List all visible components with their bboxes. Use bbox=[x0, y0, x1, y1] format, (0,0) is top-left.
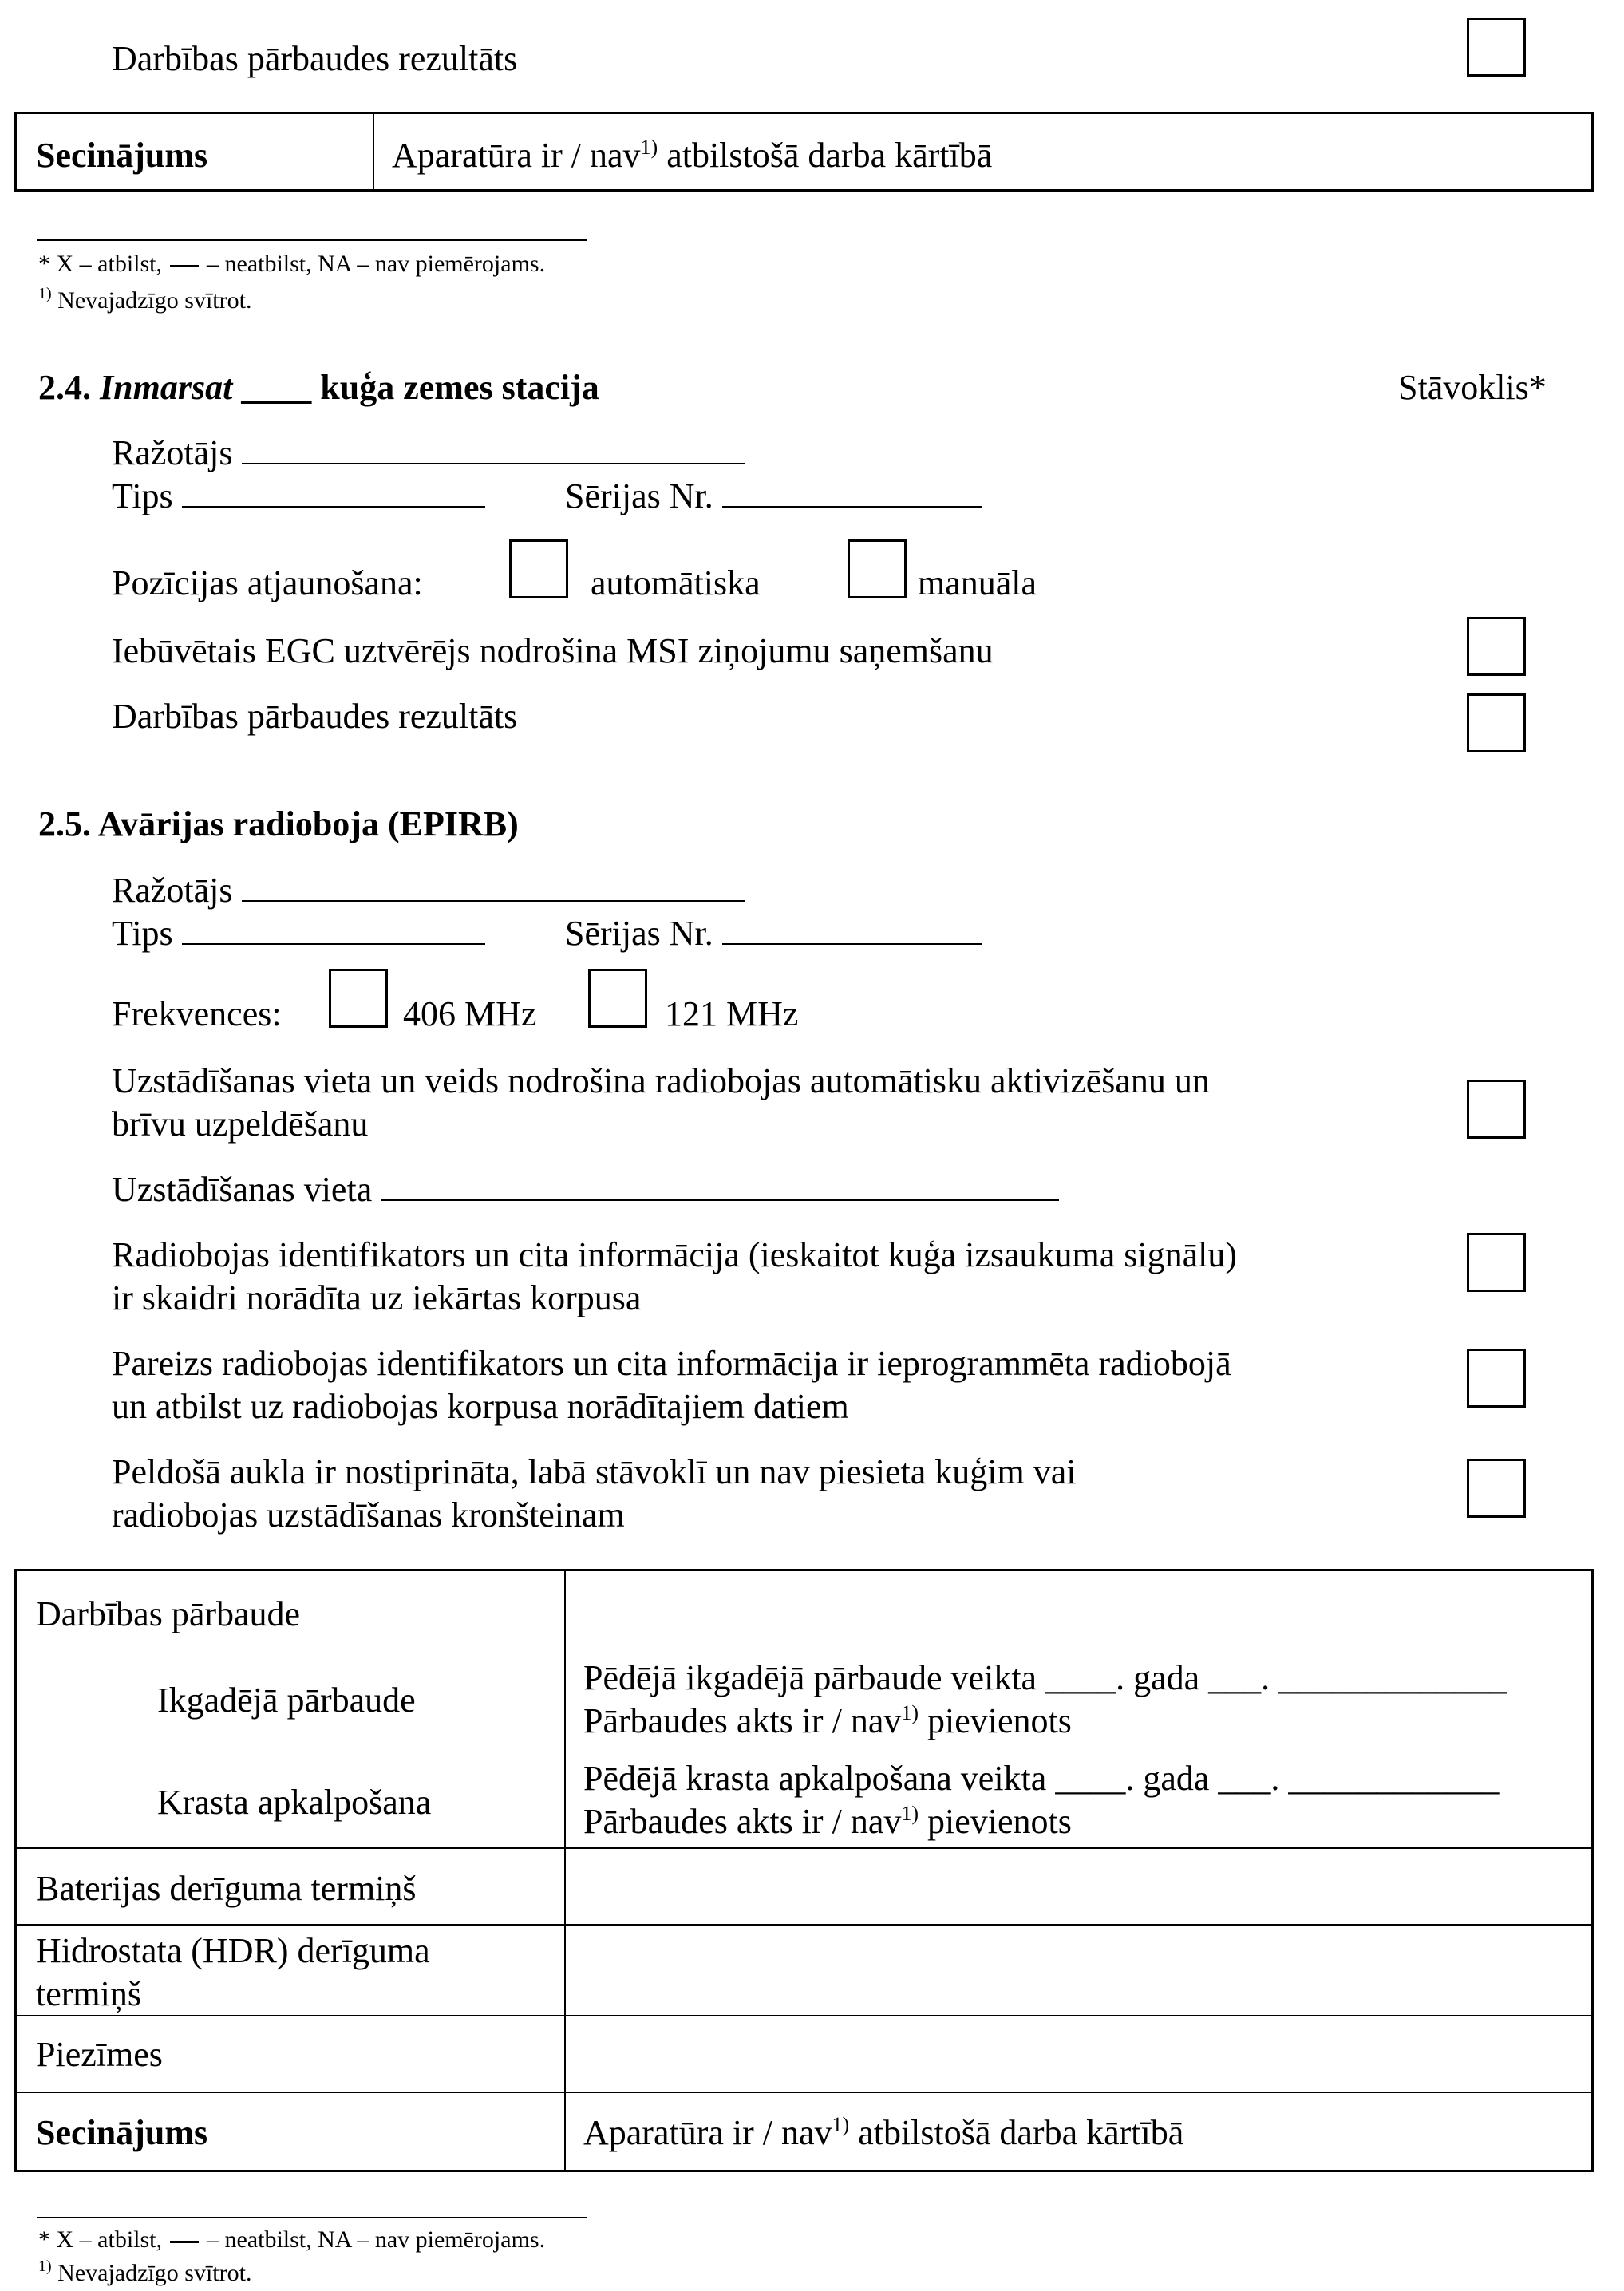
s25-item4-checkbox[interactable] bbox=[1467, 1459, 1526, 1518]
s24-automatic-label: automātiska bbox=[591, 563, 761, 602]
s24-result-label: Darbības pārbaudes rezultāts bbox=[112, 697, 518, 736]
s24-serial-field[interactable] bbox=[722, 505, 982, 508]
shore-act-text: Pārbaudes akts ir / nav$^{1)}$ pievienots bbox=[583, 1802, 1072, 1841]
top-result-label: Darbības pārbaudes rezultāts bbox=[112, 39, 518, 78]
shore-service-label: Krasta apkalpošana bbox=[157, 1783, 432, 1822]
s25-manufacturer-field[interactable] bbox=[242, 899, 745, 902]
section-2-4-title: 2.4. Inmarsat ____ kuģa zemes stacija bbox=[38, 368, 599, 407]
s25-406-checkbox[interactable] bbox=[329, 969, 388, 1028]
s25-item3-line2: un atbilst uz radiobojas korpusa norādītajiem datiem bbox=[112, 1387, 849, 1426]
s25-item1-line1: Uzstādīšanas vieta un veids nodrošina radiobojas automātisku aktivizēšanu un bbox=[112, 1061, 1210, 1100]
annual-check-text: Pēdējā ikgadējā pārbaude veikta ____. gada ___. _____________ bbox=[583, 1658, 1507, 1697]
s25-install-place-field[interactable] bbox=[381, 1199, 1059, 1201]
footnote-note-1: $^{1)}$ Nevajadzīgo svītrot. bbox=[38, 285, 252, 314]
annual-act-text: Pārbaudes akts ir / nav$^{1)}$ pievienots bbox=[583, 1701, 1072, 1740]
s25-type: Tips bbox=[112, 911, 485, 955]
s25-serial-field[interactable] bbox=[722, 942, 982, 945]
s25-item3-line1: Pareizs radiobojas identifikators un cita informācija ir ieprogrammēta radiobojā bbox=[112, 1344, 1231, 1383]
s24-manufacturer-field[interactable] bbox=[242, 462, 745, 464]
s25-serial: Sērijas Nr. bbox=[565, 911, 982, 955]
s24-egc-checkbox[interactable] bbox=[1467, 617, 1526, 676]
hdr-label-line1: Hidrostata (HDR) derīguma bbox=[36, 1931, 430, 1970]
top-conclusion-table bbox=[14, 112, 1594, 192]
footnote-note-2: $^{1)}$ Nevajadzīgo svītrot. bbox=[38, 2257, 252, 2286]
notes-label: Piezīmes bbox=[36, 2035, 163, 2074]
s24-position-update: Pozīcijas atjaunošana: bbox=[112, 563, 423, 602]
shore-service-text: Pēdējā krasta apkalpošana veikta ____. gada ___. ____________ bbox=[583, 1759, 1500, 1798]
top-conclusion-label: Secinājums bbox=[36, 136, 208, 175]
s25-item3-checkbox[interactable] bbox=[1467, 1349, 1526, 1408]
status-header: Stāvoklis* bbox=[1398, 368, 1547, 407]
top-result-checkbox[interactable] bbox=[1467, 18, 1526, 77]
s25-121-label: 121 MHz bbox=[665, 994, 799, 1033]
s25-121-checkbox[interactable] bbox=[588, 969, 647, 1028]
hdr-label-line2: termiņš bbox=[36, 1974, 141, 2013]
footnote-legend-1: * X – atbilst, – neatbilst, NA – nav piemērojams. bbox=[38, 251, 546, 277]
s25-item2-line1: Radiobojas identifikators un cita informācija (ieskaitot kuģa izsaukuma signālu) bbox=[112, 1235, 1238, 1274]
s25-type-field[interactable] bbox=[182, 942, 485, 945]
s25-frequencies: Frekvences: bbox=[112, 994, 282, 1033]
battery-label: Baterijas derīguma termiņš bbox=[36, 1869, 417, 1908]
s25-item1-checkbox[interactable] bbox=[1467, 1080, 1526, 1139]
s24-manual-checkbox[interactable] bbox=[848, 539, 907, 598]
s24-automatic-checkbox[interactable] bbox=[509, 539, 568, 598]
s24-manufacturer: Ražotājs bbox=[112, 431, 745, 475]
s25-manufacturer: Ražotājs bbox=[112, 868, 745, 912]
s25-item1-line2: brīvu uzpeldēšanu bbox=[112, 1104, 369, 1144]
operation-check-label: Darbības pārbaude bbox=[36, 1594, 301, 1633]
s25-item2-checkbox[interactable] bbox=[1467, 1233, 1526, 1292]
section-2-5-title: 2.5. Avārijas radioboja (EPIRB) bbox=[38, 804, 519, 843]
s25-item4-line2: radiobojas uzstādīšanas kronšteinam bbox=[112, 1495, 625, 1535]
epirb-table bbox=[14, 1569, 1594, 2172]
annual-check-label: Ikgadējā pārbaude bbox=[157, 1681, 416, 1720]
s24-manual-label: manuāla bbox=[918, 563, 1037, 602]
s25-406-label: 406 MHz bbox=[403, 994, 537, 1033]
epirb-conclusion-label: Secinājums bbox=[36, 2113, 208, 2152]
epirb-conclusion-text: Aparatūra ir / nav$^{1)}$ atbilstošā darba kārtībā bbox=[583, 2113, 1184, 2152]
s24-type: Tips bbox=[112, 474, 485, 518]
s24-result-checkbox[interactable] bbox=[1467, 693, 1526, 752]
s24-type-field[interactable] bbox=[182, 505, 485, 508]
s24-egc-label: Iebūvētais EGC uztvērējs nodrošina MSI ziņojumu saņemšanu bbox=[112, 631, 994, 670]
s24-serial: Sērijas Nr. bbox=[565, 474, 982, 518]
s25-item4-line1: Peldošā aukla ir nostiprināta, labā stāvoklī un nav piesieta kuģim vai bbox=[112, 1452, 1077, 1491]
top-conclusion-text: Aparatūra ir / nav$^{1)}$ atbilstošā darba kārtībā bbox=[392, 136, 993, 175]
s25-install-place: Uzstādīšanas vieta bbox=[112, 1167, 1059, 1211]
s25-item2-line2: ir skaidri norādīta uz iekārtas korpusa bbox=[112, 1278, 642, 1317]
footnote-legend-2: * X – atbilst, – neatbilst, NA – nav piemērojams. bbox=[38, 2226, 546, 2253]
